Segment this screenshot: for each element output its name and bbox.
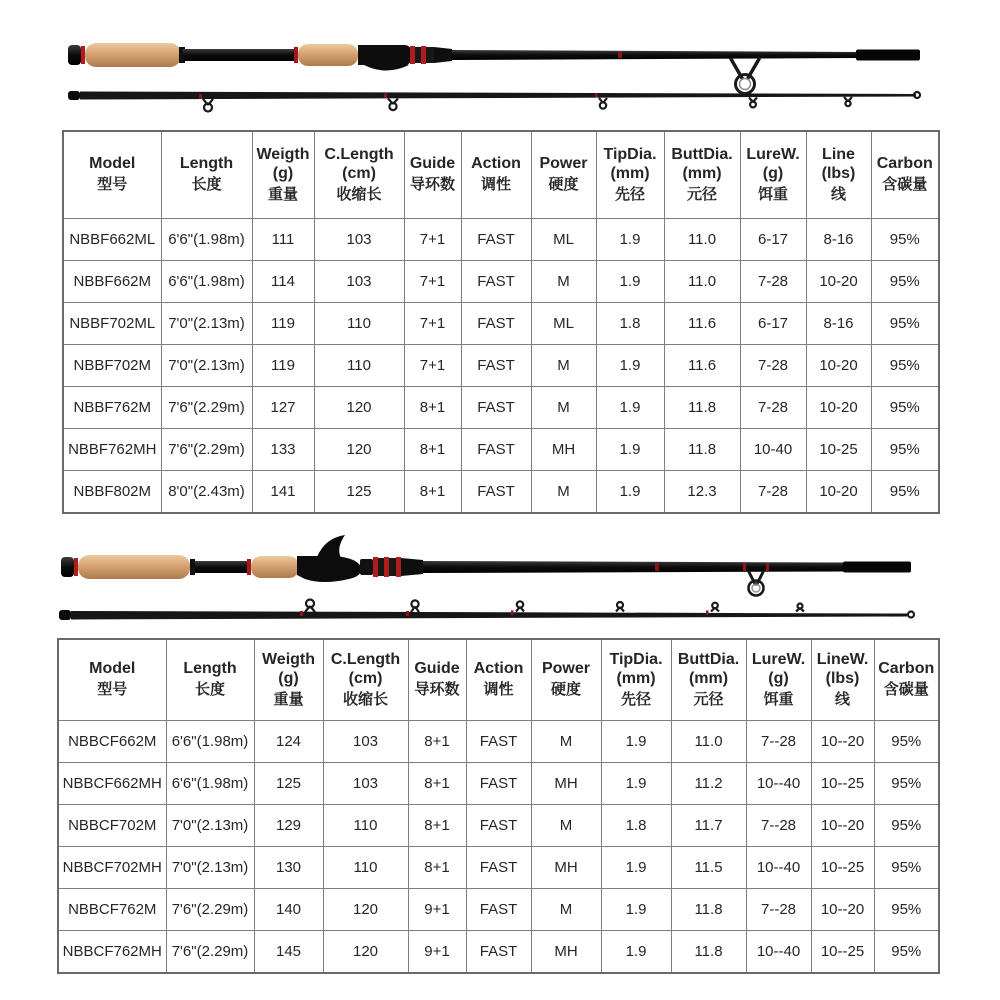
column-header: C.Length (cm) 收缩长 [323,639,408,721]
column-header: TipDia. (mm) 先径 [601,639,671,721]
table-cell: 1.9 [596,219,664,261]
column-header: Power 硬度 [531,131,596,219]
table-cell: NBBCF662M [58,721,166,763]
table-cell: 7+1 [404,345,461,387]
table-cell: NBBCF702M [58,805,166,847]
table-cell: 1.9 [601,721,671,763]
table-cell: 95% [874,931,939,974]
table-row [63,471,939,514]
table-cell: 7-28 [740,387,806,429]
table-cell: 10--40 [746,763,811,805]
table-cell: 1.9 [596,387,664,429]
casting-rod-spec-table [57,638,940,974]
table-row [63,345,939,387]
column-header: Carbon 含碳量 [874,639,939,721]
table-cell: 11.0 [664,219,740,261]
table-cell: 6'6"(1.98m) [166,721,254,763]
table-cell: 125 [254,763,323,805]
table-cell: NBBF702ML [63,303,161,345]
table-cell: M [531,387,596,429]
table-cell: 1.9 [596,261,664,303]
spinning-rod-tip-section [68,91,920,112]
column-header: Weigth (g) 重量 [252,131,314,219]
table-cell: 95% [871,345,939,387]
table-cell: 10--25 [811,847,874,889]
table-cell: 11.8 [664,387,740,429]
table-cell: 8+1 [408,847,466,889]
table-cell: 8+1 [404,429,461,471]
table-cell: M [531,345,596,387]
table-cell: FAST [461,429,531,471]
column-header: ButtDia. (mm) 元径 [671,639,746,721]
table-cell: 7-28 [740,471,806,514]
table-cell: FAST [461,345,531,387]
table-cell: 10-25 [806,429,871,471]
casting-rod-trigger-grip [297,535,361,582]
column-header: LineW. (lbs) 线 [811,639,874,721]
table-cell: 7+1 [404,261,461,303]
table-cell: 1.9 [596,429,664,471]
table-cell: 133 [252,429,314,471]
table-cell: 7-28 [740,261,806,303]
table-cell: M [531,805,601,847]
table-cell: FAST [461,387,531,429]
table-cell: 12.3 [664,471,740,514]
table-cell: ML [531,303,596,345]
column-header: LureW. (g) 饵重 [746,639,811,721]
column-header: LureW. (g) 饵重 [740,131,806,219]
table-cell: 7'0"(2.13m) [166,805,254,847]
table-row [58,931,939,974]
table-cell: 11.8 [664,429,740,471]
column-header: Length 长度 [166,639,254,721]
table-cell: 119 [252,303,314,345]
column-header: Action 调性 [466,639,531,721]
table-cell: NBBF662ML [63,219,161,261]
table-cell: 11.8 [671,931,746,974]
table-cell: 95% [874,763,939,805]
table-cell: 111 [252,219,314,261]
column-header: Length 长度 [161,131,252,219]
table-cell: 11.6 [664,345,740,387]
table-row [58,805,939,847]
table-cell: 10--20 [811,805,874,847]
table-cell: 10--25 [811,931,874,974]
table-cell: FAST [461,219,531,261]
column-header: Guide 导环数 [408,639,466,721]
table-cell: 9+1 [408,931,466,974]
table-cell: M [531,721,601,763]
table-cell: 10--20 [811,889,874,931]
table-cell: 110 [314,303,404,345]
table-cell: 10--40 [746,931,811,974]
table-cell: 7'6"(2.29m) [166,931,254,974]
table-cell: 103 [314,261,404,303]
table-cell: 140 [254,889,323,931]
table-cell: M [531,261,596,303]
table-cell: 10--40 [746,847,811,889]
column-header: Line (lbs) 线 [806,131,871,219]
table-cell: FAST [466,931,531,974]
spinning-rod-butt-section [68,43,920,94]
table-cell: 7-28 [740,345,806,387]
casting-rod-butt-section [61,535,911,596]
table-cell: FAST [461,261,531,303]
table-cell: NBBF762M [63,387,161,429]
table-cell: FAST [466,805,531,847]
table-cell: NBBCF762M [58,889,166,931]
table-cell: 11.0 [671,721,746,763]
table-cell: MH [531,847,601,889]
table-row [63,219,939,261]
column-header: Guide 导环数 [404,131,461,219]
table-row [63,261,939,303]
casting-rod-tip-section [59,600,914,621]
table-cell: 7+1 [404,303,461,345]
table-cell: 6-17 [740,303,806,345]
table-cell: 95% [871,261,939,303]
table-cell: 7'0"(2.13m) [166,847,254,889]
table-cell: M [531,471,596,514]
table-cell: ML [531,219,596,261]
table-cell: 7--28 [746,721,811,763]
column-header: Action 调性 [461,131,531,219]
column-header: Model 型号 [63,131,161,219]
table-cell: 103 [323,763,408,805]
table-cell: 7'0"(2.13m) [161,345,252,387]
table-cell: 11.5 [671,847,746,889]
table-cell: FAST [466,889,531,931]
table-cell: 130 [254,847,323,889]
table-cell: 6'6"(1.98m) [161,261,252,303]
table-cell: 7'0"(2.13m) [161,303,252,345]
table-cell: 1.9 [601,847,671,889]
table-cell: 95% [871,471,939,514]
table-cell: 95% [874,847,939,889]
table-cell: 10-20 [806,345,871,387]
table-cell: 8+1 [408,763,466,805]
table-cell: 1.9 [601,889,671,931]
table-cell: 6'6"(1.98m) [161,219,252,261]
table-cell: NBBF802M [63,471,161,514]
table-row [58,847,939,889]
table-cell: 9+1 [408,889,466,931]
table-cell: 11.6 [664,303,740,345]
table-cell: 124 [254,721,323,763]
table-cell: MH [531,429,596,471]
table-cell: 11.2 [671,763,746,805]
table-cell: 8+1 [408,721,466,763]
table-cell: 95% [871,429,939,471]
table-cell: 8'0"(2.43m) [161,471,252,514]
spinning-rod-guide-ring [731,59,759,94]
table-cell: 110 [323,805,408,847]
table-cell: 11.7 [671,805,746,847]
spinning-rod-spec-table [62,130,940,514]
table-cell: 129 [254,805,323,847]
table-cell: 7--28 [746,805,811,847]
table-cell: 7'6"(2.29m) [161,387,252,429]
table-cell: 8+1 [404,471,461,514]
table-cell: FAST [466,847,531,889]
table-cell: 8-16 [806,219,871,261]
table-cell: 11.8 [671,889,746,931]
table-cell: 95% [871,219,939,261]
table-cell: MH [531,931,601,974]
table-cell: 1.9 [601,931,671,974]
table-cell: 95% [871,387,939,429]
table-cell: 120 [323,889,408,931]
table-cell: 103 [323,721,408,763]
table-cell: FAST [461,303,531,345]
table-cell: FAST [466,721,531,763]
table-cell: 95% [874,721,939,763]
table-cell: 6'6"(1.98m) [166,763,254,805]
table-cell: NBBCF702MH [58,847,166,889]
table-cell: 95% [874,805,939,847]
column-header: C.Length (cm) 收缩长 [314,131,404,219]
table-cell: 7'6"(2.29m) [161,429,252,471]
table-cell: NBBF762MH [63,429,161,471]
table-cell: 10-20 [806,261,871,303]
column-header: Power 硬度 [531,639,601,721]
table-cell: NBBF662M [63,261,161,303]
table-cell: 110 [323,847,408,889]
table-cell: 10--25 [811,763,874,805]
table-cell: 95% [871,303,939,345]
table-cell: 1.9 [601,763,671,805]
table-cell: M [531,889,601,931]
table-cell: 1.9 [596,345,664,387]
table-cell: 10--20 [811,721,874,763]
table-cell: 103 [314,219,404,261]
table-cell: 1.8 [601,805,671,847]
column-header: TipDia. (mm) 先径 [596,131,664,219]
table-cell: 110 [314,345,404,387]
table-row [58,721,939,763]
table-cell: NBBCF662MH [58,763,166,805]
table-cell: 120 [314,387,404,429]
table-cell: 125 [314,471,404,514]
table-row [63,429,939,471]
table-cell: 119 [252,345,314,387]
table-cell: 127 [252,387,314,429]
table-cell: FAST [461,471,531,514]
table-cell: 8+1 [404,387,461,429]
column-header: ButtDia. (mm) 元径 [664,131,740,219]
table-cell: NBBF702M [63,345,161,387]
header-row [58,639,939,721]
table-cell: 10-40 [740,429,806,471]
table-cell: 120 [323,931,408,974]
table-cell: 10-20 [806,471,871,514]
table-cell: NBBCF762MH [58,931,166,974]
table-cell: 6-17 [740,219,806,261]
table-cell: 1.9 [596,471,664,514]
spinning-rod-image [58,33,938,115]
table-cell: 8-16 [806,303,871,345]
table-cell: 7--28 [746,889,811,931]
table-cell: 7+1 [404,219,461,261]
table-cell: 8+1 [408,805,466,847]
table-cell: 114 [252,261,314,303]
table-row [58,763,939,805]
table-cell: 141 [252,471,314,514]
table-row [58,889,939,931]
table-cell: 1.8 [596,303,664,345]
column-header: Weigth (g) 重量 [254,639,323,721]
column-header: Model 型号 [58,639,166,721]
table-row [63,387,939,429]
table-row [63,303,939,345]
table-cell: 7'6"(2.29m) [166,889,254,931]
table-cell: MH [531,763,601,805]
table-cell: 145 [254,931,323,974]
table-cell: 11.0 [664,261,740,303]
table-cell: 120 [314,429,404,471]
table-cell: FAST [466,763,531,805]
column-header: Carbon 含碳量 [871,131,939,219]
table-cell: 95% [874,889,939,931]
header-row [63,131,939,219]
table-cell: 10-20 [806,387,871,429]
casting-rod-image [55,530,940,630]
